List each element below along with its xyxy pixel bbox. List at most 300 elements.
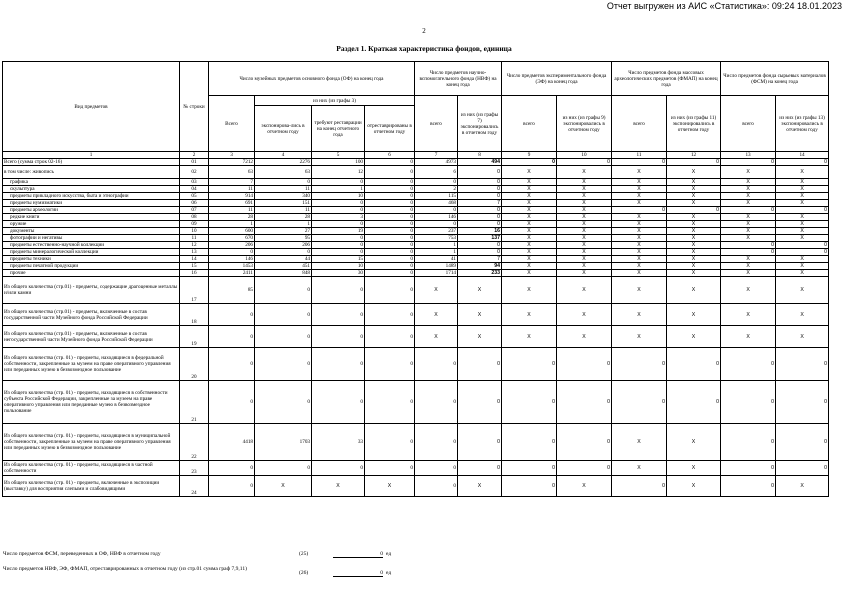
cell-col-3: 670	[209, 235, 255, 242]
cell-col-14: X	[776, 200, 829, 207]
footer-unit: ед	[386, 570, 392, 576]
cell-col-6: 0	[365, 221, 415, 228]
cell-col-6: 0	[365, 235, 415, 242]
column-number: 3	[209, 152, 255, 159]
cell-col-10: X	[557, 200, 612, 207]
cell-col-14: X	[776, 263, 829, 270]
footer-text: Число предметов НВФ, ЭФ, ФМАП, отреставрированных в отчетном году (из стр.01 сумма граф 7,9,11)	[3, 566, 247, 572]
cell-col-11: 0	[612, 207, 667, 214]
cell-col-5: 0	[312, 277, 365, 304]
cell-col-13: 0	[721, 207, 776, 214]
cell-col-5: 30	[312, 270, 365, 277]
cell-col-13: X	[721, 166, 776, 179]
cell-col-6: 0	[365, 381, 415, 424]
cell-col-6: 0	[365, 228, 415, 235]
row-name: предметы печатной продукции	[3, 263, 180, 270]
cell-col-3: 1	[209, 221, 255, 228]
row-name: редкие книги	[3, 214, 180, 221]
cell-col-10: X	[557, 228, 612, 235]
cell-col-3: 4418	[209, 424, 255, 461]
cell-col-4: 2276	[255, 159, 312, 166]
cell-col-8: 94	[458, 263, 502, 270]
row-code: 01	[180, 159, 209, 166]
cell-col-5: 10	[312, 193, 365, 200]
cell-col-9: X	[502, 256, 557, 263]
footer-value: 0	[333, 551, 383, 558]
cell-col-9: X	[502, 166, 557, 179]
cell-col-11: X	[612, 304, 667, 326]
cell-col-7: 0	[415, 348, 458, 381]
cell-col-7: 6	[415, 166, 458, 179]
row-code: 07	[180, 207, 209, 214]
cell-col-13: X	[721, 277, 776, 304]
cell-col-8: X	[458, 277, 502, 304]
cell-col-8: 0	[458, 348, 502, 381]
table-row	[3, 166, 829, 179]
footer-text: Число предметов ФСМ, переведенных в ОФ, НВФ в отчетном году	[3, 551, 161, 557]
of-rest-header: требуют реставрации на конец отчетного года	[312, 106, 365, 152]
footer-line	[3, 566, 403, 584]
cell-col-12: X	[667, 270, 721, 277]
cell-col-3: 206	[209, 242, 255, 249]
col-name-header: Вид предметов	[3, 62, 180, 152]
cell-col-12: X	[667, 235, 721, 242]
cell-col-3: 0	[209, 348, 255, 381]
row-code: 19	[180, 326, 209, 348]
cell-col-5: 1	[312, 186, 365, 193]
row-name: предметы минералогической коллекции	[3, 249, 180, 256]
row-code: 11	[180, 235, 209, 242]
row-code: 22	[180, 424, 209, 461]
fmap-group-header: Число предметов фонда массовых археологических предметов (ФМАП) на конец года	[612, 62, 721, 96]
cell-col-5: 15	[312, 256, 365, 263]
table-row	[3, 235, 829, 242]
table-row	[3, 256, 829, 263]
cell-col-9: 0	[502, 476, 557, 497]
cell-col-8: 7	[458, 256, 502, 263]
row-code: 08	[180, 214, 209, 221]
cell-col-14: 0	[776, 249, 829, 256]
cell-col-14: X	[776, 476, 829, 497]
cell-col-8: X	[458, 476, 502, 497]
table-row	[3, 249, 829, 256]
cell-col-13: 0	[721, 249, 776, 256]
cell-col-12: 0	[667, 207, 721, 214]
cell-col-14: X	[776, 235, 829, 242]
cell-col-8: 0	[458, 214, 502, 221]
cell-col-5: 19	[312, 228, 365, 235]
cell-col-4: 27	[255, 228, 312, 235]
cell-col-6: 0	[365, 263, 415, 270]
cell-col-10: X	[557, 186, 612, 193]
row-code: 04	[180, 186, 209, 193]
column-number: 13	[721, 152, 776, 159]
cell-col-10: 0	[557, 424, 612, 461]
fsm-group-header: Число предметов фонда сырьевых материалов (ФСМ) на конец года	[721, 62, 829, 96]
cell-col-11: X	[612, 186, 667, 193]
cell-col-10: X	[557, 304, 612, 326]
cell-col-9: X	[502, 304, 557, 326]
cell-col-8: 0	[458, 242, 502, 249]
cell-col-13: X	[721, 200, 776, 207]
cell-col-10: X	[557, 207, 612, 214]
cell-col-10: X	[557, 277, 612, 304]
row-code: 10	[180, 228, 209, 235]
cell-col-7: 0	[415, 179, 458, 186]
table-row	[3, 159, 829, 166]
row-name: документы	[3, 228, 180, 235]
nvf-total-header: всего	[415, 96, 458, 152]
cell-col-12: X	[667, 179, 721, 186]
cell-col-3: 85	[209, 277, 255, 304]
cell-col-3: 7212	[209, 159, 255, 166]
row-code: 16	[180, 270, 209, 277]
cell-col-10: X	[557, 193, 612, 200]
cell-col-12: X	[667, 249, 721, 256]
cell-col-14: 0	[776, 424, 829, 461]
footer-unit: ед	[386, 551, 392, 557]
row-name: прочие	[3, 270, 180, 277]
cell-col-9: X	[502, 221, 557, 228]
cell-col-9: X	[502, 228, 557, 235]
cell-col-11: X	[612, 228, 667, 235]
cell-col-4: 848	[255, 270, 312, 277]
row-name: скульптура	[3, 186, 180, 193]
of-group-header: Число музейных предметов основного фонда (ОФ) на конец года	[209, 62, 415, 96]
cell-col-13: X	[721, 263, 776, 270]
cell-col-7: 0	[415, 424, 458, 461]
row-name: Из общего количества (стр.01) - предметы, включенные в состав государственной части Музейного фонда Российской Федерации	[3, 304, 180, 326]
cell-col-14: X	[776, 186, 829, 193]
cell-col-6: 0	[365, 186, 415, 193]
cell-col-14: 0	[776, 348, 829, 381]
cell-col-3: 63	[209, 166, 255, 179]
cell-col-3: 146	[209, 256, 255, 263]
of-exp-header: экспонирова-лись в отчетном году	[255, 106, 312, 152]
footer-value: 0	[333, 570, 383, 577]
cell-col-12: X	[667, 166, 721, 179]
row-name: предметы прикладного искусства, быта и этнографии	[3, 193, 180, 200]
page-number: 2	[422, 27, 426, 35]
column-number: 12	[667, 152, 721, 159]
cell-col-4: 206	[255, 242, 312, 249]
cell-col-4: 0	[255, 461, 312, 476]
of-restored-header: отреставрированы в отчетном году	[365, 106, 415, 152]
cell-col-8: 0	[458, 424, 502, 461]
cell-col-4: 0	[255, 304, 312, 326]
cell-col-12: X	[667, 277, 721, 304]
row-name: Из общего количества (стр. 01) - предметы, включенные в экспозиции (выставку) для восприятия слепыми и слабовидящими	[3, 476, 180, 497]
cell-col-11: 0	[612, 348, 667, 381]
cell-col-14: 0	[776, 461, 829, 476]
cell-col-7: X	[415, 304, 458, 326]
cell-col-7: 1	[415, 249, 458, 256]
cell-col-14: 0	[776, 242, 829, 249]
footer-code: (26)	[299, 570, 309, 576]
cell-col-13: 0	[721, 424, 776, 461]
cell-col-11: X	[612, 277, 667, 304]
export-note: Отчет выгружен из АИС «Статистика»: 09:24 18.01.2023	[606, 1, 842, 11]
row-code: 02	[180, 166, 209, 179]
cell-col-9: 0	[502, 424, 557, 461]
cell-col-10: X	[557, 242, 612, 249]
row-code: 23	[180, 461, 209, 476]
row-name: фотографии и негативы	[3, 235, 180, 242]
cell-col-3: 0	[209, 461, 255, 476]
fmap-total-header: всего	[612, 96, 667, 152]
cell-col-3: 0	[209, 476, 255, 497]
row-code: 15	[180, 263, 209, 270]
cell-col-3: 0	[209, 381, 255, 424]
table-row	[3, 242, 829, 249]
column-number: 10	[557, 152, 612, 159]
cell-col-11: X	[612, 249, 667, 256]
cell-col-12: X	[667, 214, 721, 221]
column-number: 9	[502, 152, 557, 159]
cell-col-11: X	[612, 326, 667, 348]
cell-col-7: 0	[415, 476, 458, 497]
cell-col-13: 0	[721, 476, 776, 497]
column-number: 7	[415, 152, 458, 159]
cell-col-4: 0	[255, 326, 312, 348]
cell-col-5: 10	[312, 263, 365, 270]
cell-col-7: 146	[415, 214, 458, 221]
cell-col-4: 28	[255, 214, 312, 221]
cell-col-13: 0	[721, 242, 776, 249]
cell-col-14: X	[776, 326, 829, 348]
cell-col-3: 11	[209, 207, 255, 214]
column-number: 6	[365, 152, 415, 159]
cell-col-8: 0	[458, 166, 502, 179]
cell-col-5: 0	[312, 207, 365, 214]
footer-code: (25)	[299, 551, 309, 557]
row-name: предметы археологии	[3, 207, 180, 214]
cell-col-7: 1714	[415, 270, 458, 277]
section-title: Раздел 1. Краткая характеристика фондов, единица	[336, 44, 512, 53]
cell-col-7: 0	[415, 207, 458, 214]
cell-col-4: 1	[255, 221, 312, 228]
row-name: предметы техники	[3, 256, 180, 263]
table-row	[3, 476, 829, 497]
cell-col-7: 0	[415, 221, 458, 228]
cell-col-10: 0	[557, 159, 612, 166]
column-number: 5	[312, 152, 365, 159]
row-code: 12	[180, 242, 209, 249]
cell-col-8: 0	[458, 207, 502, 214]
cell-col-6: 0	[365, 207, 415, 214]
cell-col-7: 2	[415, 186, 458, 193]
cell-col-4: 44	[255, 256, 312, 263]
cell-col-5: 0	[312, 461, 365, 476]
cell-col-8: 0	[458, 381, 502, 424]
row-code: 06	[180, 200, 209, 207]
cell-col-5: 0	[312, 235, 365, 242]
table-row	[3, 461, 829, 476]
cell-col-12: X	[667, 242, 721, 249]
cell-col-11: 0	[612, 476, 667, 497]
cell-col-7: X	[415, 326, 458, 348]
cell-col-12: X	[667, 186, 721, 193]
cell-col-10: X	[557, 326, 612, 348]
table-row	[3, 263, 829, 270]
cell-col-9: X	[502, 235, 557, 242]
cell-col-8: 494	[458, 159, 502, 166]
cell-col-10: X	[557, 166, 612, 179]
cell-col-6: 0	[365, 214, 415, 221]
cell-col-5: 0	[312, 179, 365, 186]
cell-col-5: 12	[312, 166, 365, 179]
cell-col-6: 0	[365, 277, 415, 304]
cell-col-5: 100	[312, 159, 365, 166]
cell-col-4: 11	[255, 186, 312, 193]
cell-col-12: 0	[667, 348, 721, 381]
table-row	[3, 270, 829, 277]
cell-col-7: 1489	[415, 263, 458, 270]
table-row	[3, 277, 829, 304]
cell-col-13: 0	[721, 381, 776, 424]
cell-col-10: X	[557, 263, 612, 270]
cell-col-4: 340	[255, 193, 312, 200]
column-number-row	[3, 152, 829, 159]
row-name: графика	[3, 179, 180, 186]
cell-col-11: X	[612, 263, 667, 270]
cell-col-13: X	[721, 326, 776, 348]
cell-col-10: X	[557, 179, 612, 186]
cell-col-12: X	[667, 228, 721, 235]
cell-col-8: 0	[458, 186, 502, 193]
of-sub-header: из них (из графы 3)	[255, 96, 415, 106]
ef-total-header: всего	[502, 96, 557, 152]
cell-col-6: 0	[365, 193, 415, 200]
cell-col-8: 0	[458, 179, 502, 186]
row-code: 03	[180, 179, 209, 186]
cell-col-3: 2411	[209, 270, 255, 277]
ef-exp-header: из них (из графы 9) экспонировались в отчетном году	[557, 96, 612, 152]
cell-col-9: X	[502, 263, 557, 270]
cell-col-7: 237	[415, 228, 458, 235]
cell-col-13: X	[721, 214, 776, 221]
cell-col-9: X	[502, 242, 557, 249]
table-row	[3, 200, 829, 207]
row-code: 21	[180, 381, 209, 424]
cell-col-9: X	[502, 186, 557, 193]
cell-col-9: X	[502, 277, 557, 304]
row-name: Из общего количества (стр. 01) - предметы, находящиеся в муниципальной собственности, закрепленные за музеем на праве оперативного управления или переданных музею в безвозмездное пользование	[3, 424, 180, 461]
cell-col-6: X	[365, 476, 415, 497]
cell-col-12: X	[667, 263, 721, 270]
row-name: Из общего количества (стр. 01) - предметы, находящиеся в частной собственности	[3, 461, 180, 476]
cell-col-6: 0	[365, 249, 415, 256]
row-code: 17	[180, 277, 209, 304]
cell-col-5: X	[312, 476, 365, 497]
cell-col-11: X	[612, 214, 667, 221]
cell-col-3: 11	[209, 186, 255, 193]
cell-col-5: 0	[312, 242, 365, 249]
cell-col-13: 0	[721, 461, 776, 476]
cell-col-14: 0	[776, 159, 829, 166]
cell-col-13: X	[721, 304, 776, 326]
cell-col-3: 1453	[209, 263, 255, 270]
cell-col-11: X	[612, 256, 667, 263]
cell-col-13: X	[721, 256, 776, 263]
cell-col-14: X	[776, 256, 829, 263]
cell-col-13: X	[721, 235, 776, 242]
fsm-total-header: всего	[721, 96, 776, 152]
cell-col-4: X	[255, 476, 312, 497]
cell-col-12: X	[667, 476, 721, 497]
cell-col-4: 11	[255, 207, 312, 214]
cell-col-12: X	[667, 424, 721, 461]
cell-col-8: 16	[458, 228, 502, 235]
row-name: предметы естественно-научной коллекции	[3, 242, 180, 249]
cell-col-4: 0	[255, 381, 312, 424]
column-number: 1	[3, 152, 180, 159]
cell-col-12: X	[667, 304, 721, 326]
row-name: Из общего количества (стр. 01) - предметы, находящиеся в собственности субъекта Российской Федерации, закрепленные за музеем на праве оперативного управления или переданные музею в безвозмездное пользование	[3, 381, 180, 424]
cell-col-14: 0	[776, 207, 829, 214]
cell-col-14: X	[776, 228, 829, 235]
table-row	[3, 207, 829, 214]
cell-col-12: X	[667, 200, 721, 207]
cell-col-10: 0	[557, 461, 612, 476]
cell-col-8: 0	[458, 249, 502, 256]
cell-col-11: X	[612, 166, 667, 179]
column-number: 8	[458, 152, 502, 159]
cell-col-5: 0	[312, 221, 365, 228]
nvf-exp-header: из них (из графы 7) экспонировались в отчетном году	[458, 96, 502, 152]
cell-col-10: X	[557, 249, 612, 256]
cell-col-10: X	[557, 476, 612, 497]
cell-col-13: X	[721, 228, 776, 235]
cell-col-14: X	[776, 166, 829, 179]
cell-col-12: X	[667, 461, 721, 476]
cell-col-11: X	[612, 270, 667, 277]
cell-col-4: 95	[255, 235, 312, 242]
cell-col-13: 0	[721, 159, 776, 166]
cell-col-5: 33	[312, 424, 365, 461]
cell-col-6: 0	[365, 166, 415, 179]
cell-col-5: 3	[312, 214, 365, 221]
cell-col-8: X	[458, 326, 502, 348]
row-code: 09	[180, 221, 209, 228]
cell-col-10: X	[557, 270, 612, 277]
cell-col-14: 0	[776, 381, 829, 424]
cell-col-7: 1	[415, 242, 458, 249]
cell-col-6: 0	[365, 242, 415, 249]
cell-col-7: 0	[415, 381, 458, 424]
row-name: Из общего количества (стр.01) - предметы, включенные в состав негосударственной части Музейного фонда Российской Федерации	[3, 326, 180, 348]
cell-col-11: X	[612, 221, 667, 228]
cell-col-8: X	[458, 304, 502, 326]
cell-col-12: 0	[667, 381, 721, 424]
cell-col-6: 0	[365, 348, 415, 381]
cell-col-9: X	[502, 179, 557, 186]
cell-col-4: 0	[255, 348, 312, 381]
cell-col-9: X	[502, 207, 557, 214]
cell-col-9: X	[502, 326, 557, 348]
cell-col-11: X	[612, 235, 667, 242]
cell-col-10: 0	[557, 381, 612, 424]
cell-col-3: 600	[209, 228, 255, 235]
cell-col-6: 0	[365, 461, 415, 476]
cell-col-10: X	[557, 214, 612, 221]
cell-col-4: 1703	[255, 424, 312, 461]
table-row	[3, 424, 829, 461]
cell-col-14: X	[776, 179, 829, 186]
cell-col-7: 4973	[415, 159, 458, 166]
cell-col-6: 0	[365, 270, 415, 277]
cell-col-9: 0	[502, 381, 557, 424]
